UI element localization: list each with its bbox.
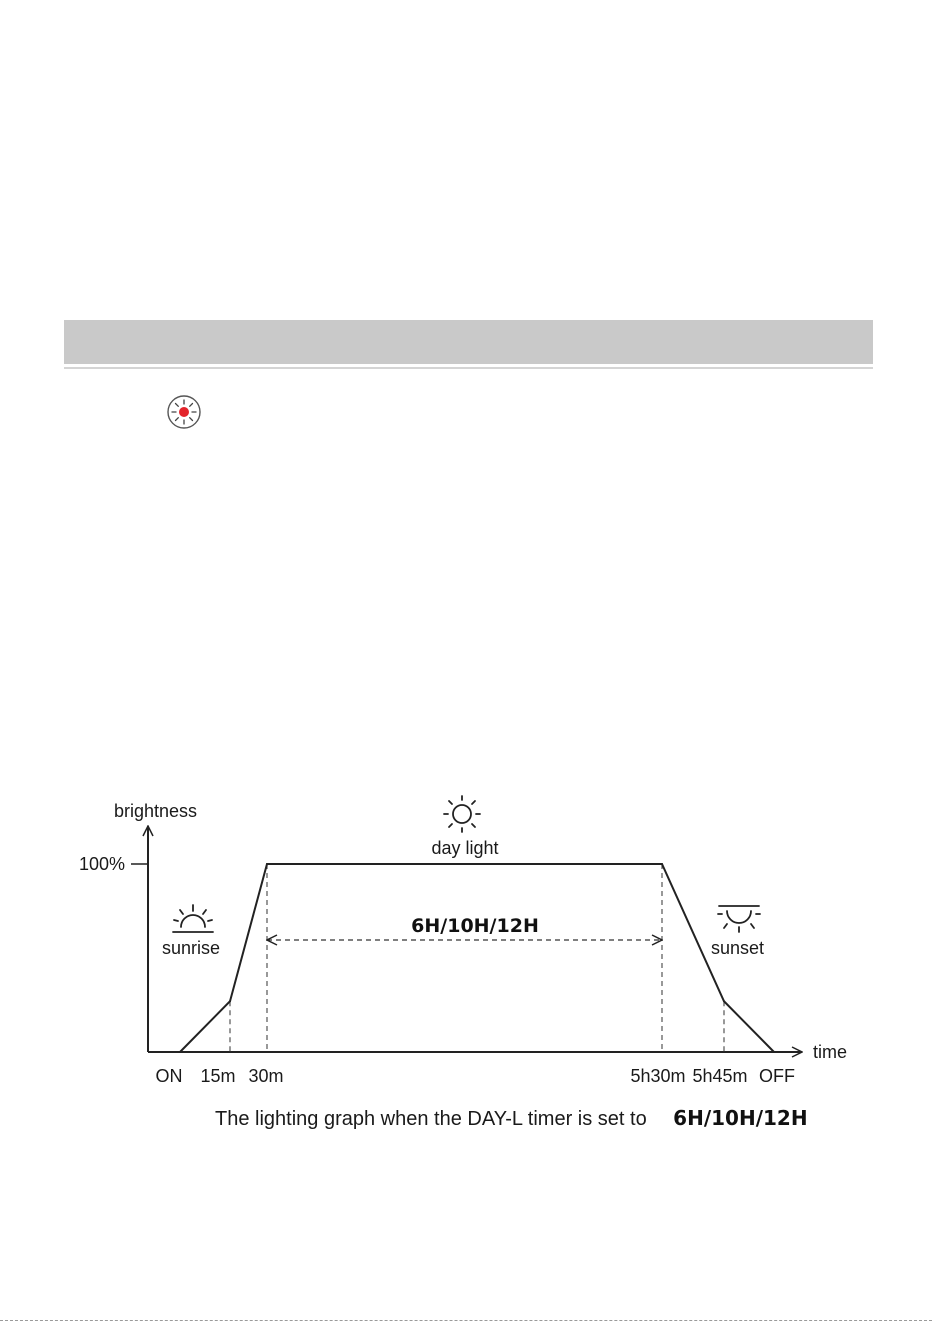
brightness-line [180, 864, 774, 1052]
sunset-icon [718, 906, 760, 932]
data-point [723, 1000, 725, 1002]
duration-label: 6H/10H/12H [411, 915, 539, 937]
data-point [266, 863, 268, 865]
x-tick-label: 15m [200, 1066, 236, 1086]
x-axis-label: time [813, 1042, 848, 1062]
sunset-label: sunset [711, 938, 765, 958]
data-point [773, 1051, 775, 1053]
x-tick-label: 5h30m [630, 1066, 686, 1086]
caption-text: The lighting graph when the DAY-L timer is set to [215, 1108, 647, 1130]
data-point [179, 1051, 181, 1053]
y-tick-label: 100% [79, 854, 126, 874]
x-tick-label: OFF [759, 1066, 795, 1086]
x-tick-label: 30m [248, 1066, 284, 1086]
x-tick-label: 5h45m [692, 1066, 748, 1086]
data-point [661, 863, 663, 865]
daylight-label: day light [431, 838, 499, 858]
caption-value: 6H/10H/12H [673, 1106, 808, 1130]
graph-caption [215, 1106, 808, 1130]
page-bottom-rule [0, 1320, 932, 1321]
data-point [229, 1000, 231, 1002]
y-axis-label: brightness [114, 801, 198, 821]
x-tick-label: ON [155, 1066, 183, 1086]
sunrise-icon [173, 905, 213, 932]
brightness-series [179, 863, 775, 1053]
sunrise-label: sunrise [162, 938, 221, 958]
x-tick-labels [156, 1066, 796, 1086]
sun-icon [444, 796, 480, 832]
